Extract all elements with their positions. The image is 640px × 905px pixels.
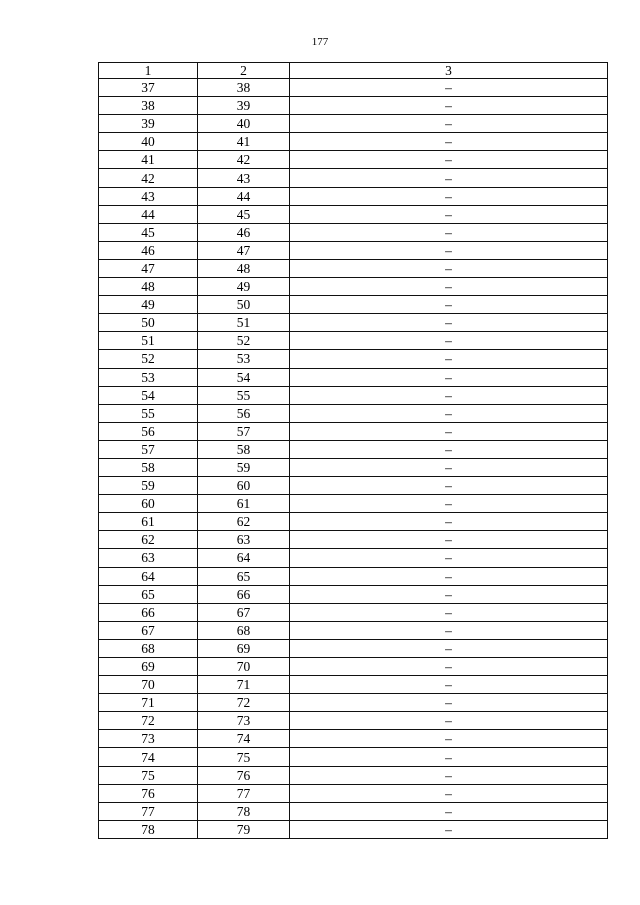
table-cell-col-1: 70 — [99, 676, 198, 694]
table-cell-col-3: – — [290, 694, 608, 712]
table-row — [99, 386, 608, 404]
table-cell-col-1: 50 — [99, 314, 198, 332]
table-cell-col-3: – — [290, 820, 608, 838]
table-row — [99, 621, 608, 639]
table-cell-col-3: – — [290, 585, 608, 603]
table-row — [99, 241, 608, 259]
table-cell-col-1: 37 — [99, 79, 198, 97]
table-cell-col-2: 60 — [198, 477, 290, 495]
table-cell-col-3: – — [290, 79, 608, 97]
table-cell-col-2: 59 — [198, 458, 290, 476]
column-header-3: 3 — [290, 63, 608, 79]
table-row — [99, 296, 608, 314]
table-cell-col-3: – — [290, 531, 608, 549]
table-cell-col-1: 63 — [99, 549, 198, 567]
table-row — [99, 639, 608, 657]
table-cell-col-1: 46 — [99, 241, 198, 259]
table-row — [99, 603, 608, 621]
table-cell-col-3: – — [290, 748, 608, 766]
table-row — [99, 676, 608, 694]
table-row — [99, 440, 608, 458]
table-row — [99, 694, 608, 712]
table-cell-col-2: 67 — [198, 603, 290, 621]
table-cell-col-1: 68 — [99, 639, 198, 657]
table-cell-col-3: – — [290, 187, 608, 205]
table-cell-col-2: 62 — [198, 513, 290, 531]
table-cell-col-1: 64 — [99, 567, 198, 585]
table-cell-col-2: 57 — [198, 422, 290, 440]
table-cell-col-3: – — [290, 314, 608, 332]
table-cell-col-1: 57 — [99, 440, 198, 458]
table-cell-col-3: – — [290, 223, 608, 241]
table-row — [99, 513, 608, 531]
table-cell-col-1: 76 — [99, 784, 198, 802]
table-row — [99, 169, 608, 187]
table-cell-col-1: 43 — [99, 187, 198, 205]
table-cell-col-2: 75 — [198, 748, 290, 766]
table-cell-col-1: 42 — [99, 169, 198, 187]
table-cell-col-1: 48 — [99, 278, 198, 296]
table-cell-col-3: – — [290, 784, 608, 802]
table-cell-col-1: 69 — [99, 658, 198, 676]
table-cell-col-1: 78 — [99, 820, 198, 838]
table-row — [99, 477, 608, 495]
table-cell-col-1: 51 — [99, 332, 198, 350]
table-cell-col-3: – — [290, 639, 608, 657]
table-cell-col-3: – — [290, 296, 608, 314]
table-cell-col-3: – — [290, 440, 608, 458]
table-cell-col-1: 67 — [99, 621, 198, 639]
table-cell-col-2: 56 — [198, 404, 290, 422]
table-cell-col-3: – — [290, 115, 608, 133]
table-row — [99, 115, 608, 133]
table-cell-col-2: 77 — [198, 784, 290, 802]
table-row — [99, 332, 608, 350]
table-cell-col-1: 40 — [99, 133, 198, 151]
table-cell-col-2: 65 — [198, 567, 290, 585]
table-cell-col-3: – — [290, 477, 608, 495]
table-row — [99, 223, 608, 241]
table-cell-col-1: 45 — [99, 223, 198, 241]
table-row — [99, 458, 608, 476]
table-cell-col-3: – — [290, 513, 608, 531]
table-cell-col-1: 61 — [99, 513, 198, 531]
table-row — [99, 784, 608, 802]
table-cell-col-3: – — [290, 151, 608, 169]
table-row — [99, 259, 608, 277]
table-cell-col-2: 49 — [198, 278, 290, 296]
table-row — [99, 549, 608, 567]
table-cell-col-3: – — [290, 368, 608, 386]
table-cell-col-3: – — [290, 241, 608, 259]
table-header — [99, 63, 608, 79]
table-cell-col-1: 52 — [99, 350, 198, 368]
table-row — [99, 314, 608, 332]
table-cell-col-1: 66 — [99, 603, 198, 621]
table-cell-col-2: 70 — [198, 658, 290, 676]
table-row — [99, 820, 608, 838]
table-row — [99, 151, 608, 169]
table-row — [99, 712, 608, 730]
table-cell-col-2: 53 — [198, 350, 290, 368]
table-cell-col-2: 76 — [198, 766, 290, 784]
table-cell-col-2: 72 — [198, 694, 290, 712]
table-cell-col-3: – — [290, 404, 608, 422]
table-row — [99, 730, 608, 748]
table-cell-col-1: 65 — [99, 585, 198, 603]
table-cell-col-1: 39 — [99, 115, 198, 133]
table-cell-col-3: – — [290, 495, 608, 513]
table-cell-col-3: – — [290, 549, 608, 567]
table-cell-col-1: 41 — [99, 151, 198, 169]
table-cell-col-2: 48 — [198, 259, 290, 277]
table-cell-col-2: 40 — [198, 115, 290, 133]
table-cell-col-3: – — [290, 169, 608, 187]
table-row — [99, 585, 608, 603]
table-cell-col-2: 44 — [198, 187, 290, 205]
table-cell-col-1: 55 — [99, 404, 198, 422]
table-cell-col-2: 50 — [198, 296, 290, 314]
table-cell-col-2: 46 — [198, 223, 290, 241]
table-row — [99, 187, 608, 205]
table-row — [99, 404, 608, 422]
table-cell-col-1: 62 — [99, 531, 198, 549]
table-cell-col-2: 66 — [198, 585, 290, 603]
table-cell-col-3: – — [290, 205, 608, 223]
table-cell-col-1: 56 — [99, 422, 198, 440]
table-cell-col-3: – — [290, 712, 608, 730]
table-cell-col-3: – — [290, 458, 608, 476]
table-row — [99, 567, 608, 585]
table-row — [99, 350, 608, 368]
table-cell-col-2: 43 — [198, 169, 290, 187]
table-body — [99, 79, 608, 839]
table-cell-col-2: 71 — [198, 676, 290, 694]
column-header-2: 2 — [198, 63, 290, 79]
table-cell-col-1: 59 — [99, 477, 198, 495]
table-cell-col-1: 73 — [99, 730, 198, 748]
table-cell-col-1: 53 — [99, 368, 198, 386]
table-row — [99, 658, 608, 676]
table-cell-col-2: 41 — [198, 133, 290, 151]
table-cell-col-2: 42 — [198, 151, 290, 169]
header-row — [99, 63, 608, 79]
table-cell-col-2: 52 — [198, 332, 290, 350]
column-header-1: 1 — [99, 63, 198, 79]
table-row — [99, 97, 608, 115]
table-cell-col-2: 58 — [198, 440, 290, 458]
table-cell-col-3: – — [290, 97, 608, 115]
table-cell-col-1: 74 — [99, 748, 198, 766]
page-number: 177 — [311, 36, 329, 48]
table-row — [99, 368, 608, 386]
table-cell-col-3: – — [290, 259, 608, 277]
table-cell-col-1: 71 — [99, 694, 198, 712]
table-cell-col-3: – — [290, 621, 608, 639]
table-cell-col-3: – — [290, 386, 608, 404]
data-table — [98, 62, 608, 839]
table-row — [99, 79, 608, 97]
table-row — [99, 531, 608, 549]
table-cell-col-3: – — [290, 278, 608, 296]
table-cell-col-2: 69 — [198, 639, 290, 657]
table-cell-col-2: 63 — [198, 531, 290, 549]
table-cell-col-1: 72 — [99, 712, 198, 730]
table-row — [99, 802, 608, 820]
table-row — [99, 422, 608, 440]
table-cell-col-2: 73 — [198, 712, 290, 730]
table-cell-col-3: – — [290, 133, 608, 151]
table-row — [99, 133, 608, 151]
table-cell-col-2: 64 — [198, 549, 290, 567]
table-cell-col-3: – — [290, 422, 608, 440]
table-cell-col-1: 54 — [99, 386, 198, 404]
table-cell-col-2: 45 — [198, 205, 290, 223]
table-cell-col-2: 38 — [198, 79, 290, 97]
table-cell-col-2: 39 — [198, 97, 290, 115]
table-cell-col-1: 77 — [99, 802, 198, 820]
table-cell-col-2: 74 — [198, 730, 290, 748]
table-row — [99, 495, 608, 513]
table-cell-col-3: – — [290, 603, 608, 621]
table-cell-col-3: – — [290, 766, 608, 784]
table-cell-col-1: 47 — [99, 259, 198, 277]
table-row — [99, 205, 608, 223]
table-cell-col-2: 78 — [198, 802, 290, 820]
table-cell-col-3: – — [290, 730, 608, 748]
table-row — [99, 766, 608, 784]
table-cell-col-1: 60 — [99, 495, 198, 513]
table-row — [99, 278, 608, 296]
table-cell-col-2: 51 — [198, 314, 290, 332]
table-cell-col-3: – — [290, 332, 608, 350]
table-cell-col-3: – — [290, 676, 608, 694]
table-cell-col-1: 75 — [99, 766, 198, 784]
table-cell-col-1: 58 — [99, 458, 198, 476]
table-row — [99, 748, 608, 766]
table-cell-col-3: – — [290, 802, 608, 820]
table-cell-col-2: 79 — [198, 820, 290, 838]
table-cell-col-2: 55 — [198, 386, 290, 404]
table-cell-col-1: 38 — [99, 97, 198, 115]
table-cell-col-3: – — [290, 567, 608, 585]
table-cell-col-1: 49 — [99, 296, 198, 314]
table-cell-col-1: 44 — [99, 205, 198, 223]
table-cell-col-2: 68 — [198, 621, 290, 639]
table-cell-col-2: 47 — [198, 241, 290, 259]
table-cell-col-3: – — [290, 658, 608, 676]
table-cell-col-3: – — [290, 350, 608, 368]
table-cell-col-2: 61 — [198, 495, 290, 513]
table-cell-col-2: 54 — [198, 368, 290, 386]
